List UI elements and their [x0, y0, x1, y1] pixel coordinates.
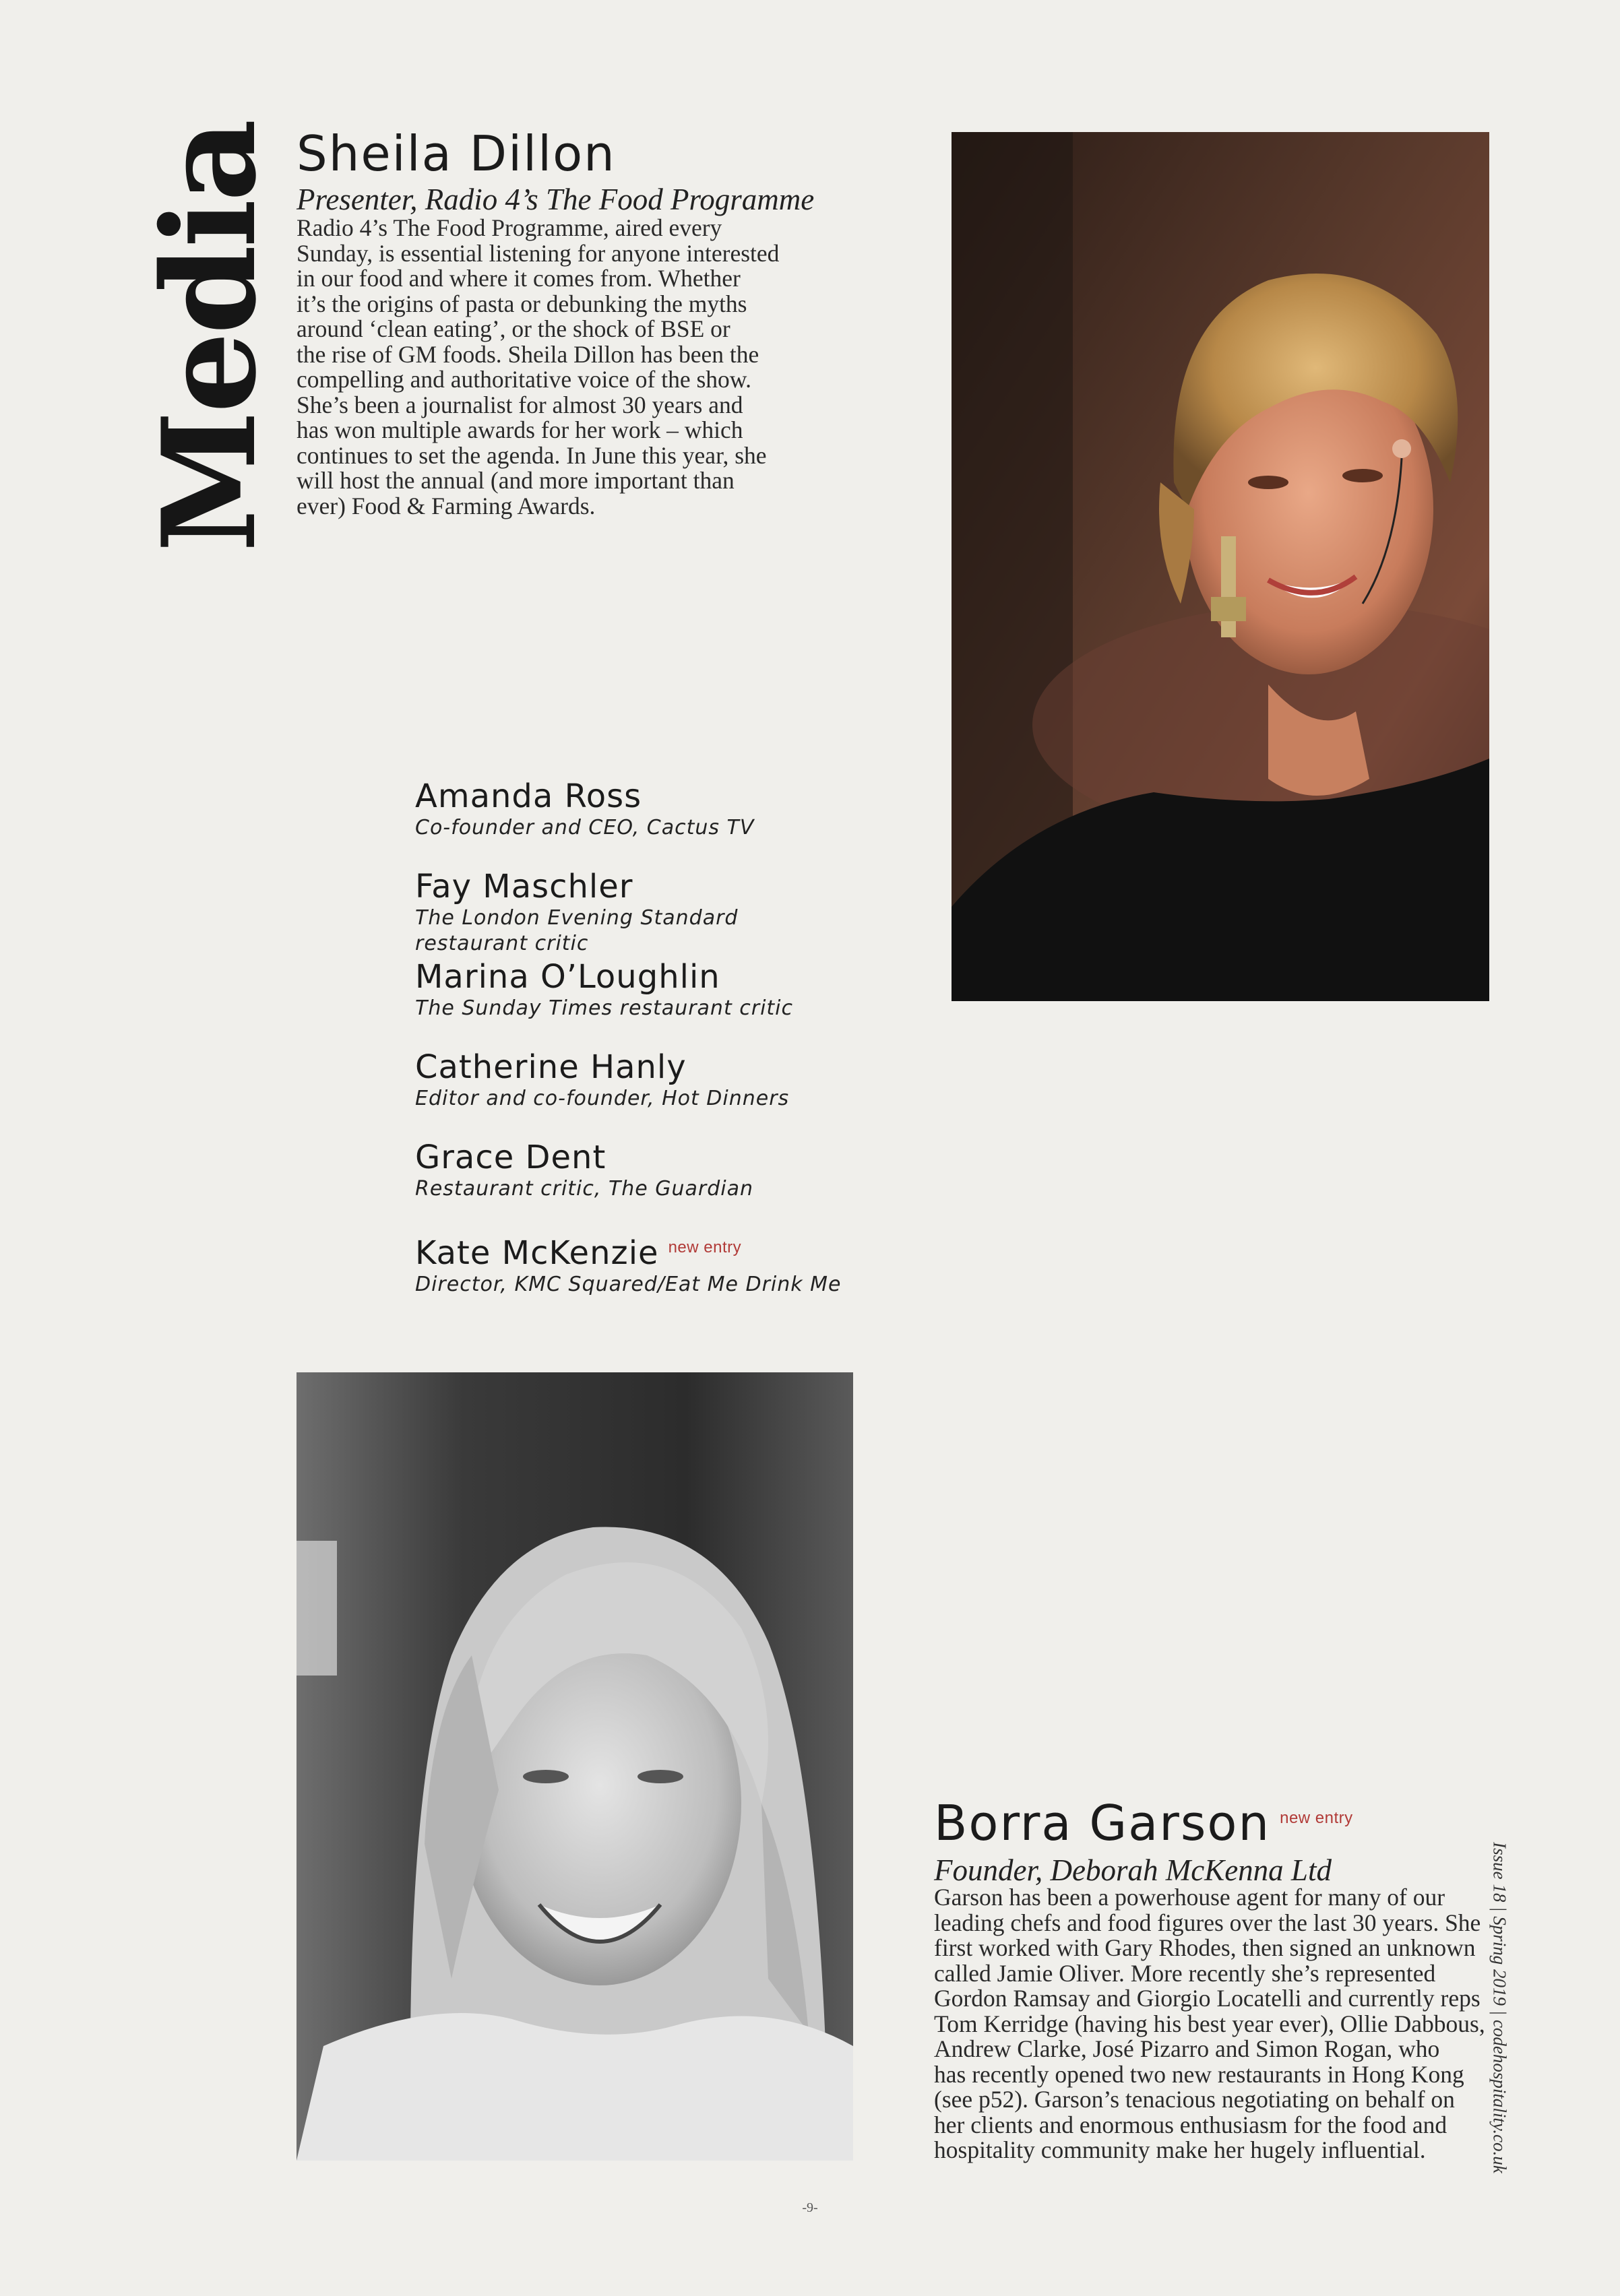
list-item-role [415, 815, 968, 841]
list-item-role [415, 996, 968, 1021]
feature-top-body-line: She’s been a journalist for almost 30 years and [297, 391, 743, 418]
new-entry-badge: new entry [1280, 1809, 1353, 1827]
list-item [415, 1048, 968, 1139]
list-item-name: Grace Dent [415, 1139, 606, 1176]
list-item-name: Fay Maschler [415, 868, 633, 905]
feature-top-body-line: around ‘clean eating’, or the shock of BSE or [297, 315, 730, 342]
list-item-role-line: The Sunday Times restaurant critic [415, 996, 793, 1020]
media-list [415, 777, 968, 1319]
sheila-dillon-photo [952, 132, 1489, 1001]
list-item-role-line: Restaurant critic, The Guardian [415, 1177, 754, 1201]
feature-bottom-body-line: first worked with Gary Rhodes, then signed an unknown [934, 1934, 1476, 1961]
issue-credit [1476, 1842, 1523, 2173]
issue-credit-text: Issue 18 | Spring 2019 | codehospitality.co.uk [1489, 1842, 1510, 2173]
feature-bottom-body-line: Andrew Clarke, José Pizarro and Simon Rogan, who [934, 2035, 1440, 2062]
list-item-name: Kate McKenzie [415, 1234, 659, 1272]
feature-top-body-line: ever) Food & Farming Awards. [297, 492, 596, 519]
list-item-role-line: Co-founder and CEO, Cactus TV [415, 816, 755, 839]
page-number: -9- [802, 2200, 818, 2215]
list-item-role [415, 905, 968, 957]
feature-bottom-body-line: Garson has been a powerhouse agent for many of our [934, 1884, 1445, 1911]
list-item-name: Marina O’Loughlin [415, 958, 720, 996]
feature-bottom-body-line: Tom Kerridge (having his best year ever), Ollie Dabbous, [934, 2010, 1485, 2037]
list-item-name: Amanda Ross [415, 777, 642, 815]
list-item [415, 1139, 968, 1229]
feature-top-body-line: it’s the origins of pasta or debunking the myths [297, 290, 747, 317]
list-item-heading [415, 1139, 968, 1176]
list-item-role-line: The London Evening Standard [415, 906, 739, 930]
feature-bottom-body-line: hospitality community make her hugely influential. [934, 2136, 1426, 2163]
list-item-heading [415, 958, 968, 996]
new-entry-badge: new entry [668, 1238, 742, 1256]
list-item-heading [415, 777, 968, 815]
section-label [134, 121, 284, 552]
list-item-role [415, 1272, 968, 1298]
list-item [415, 777, 968, 868]
list-item-role-line: Editor and co-founder, Hot Dinners [415, 1087, 790, 1110]
list-item-heading [415, 868, 968, 905]
feature-top-body-line: in our food and where it comes from. Whether [297, 265, 741, 292]
list-item-role [415, 1176, 968, 1202]
list-item-role-line: restaurant critic [415, 932, 589, 955]
list-item [415, 958, 968, 1048]
feature-top-body-line: Sunday, is essential listening for anyone interested [297, 239, 780, 267]
list-item-role [415, 1086, 968, 1112]
feature-bottom-heading [934, 1795, 1353, 1851]
feature-top-body-line: the rise of GM foods. Sheila Dillon has been the [297, 340, 759, 368]
list-item-name: Catherine Hanly [415, 1048, 687, 1086]
feature-bottom-role: Founder, Deborah McKenna Ltd [934, 1853, 1332, 1887]
feature-top-body-line: Radio 4’s The Food Programme, aired every [297, 214, 722, 241]
feature-top-body-line: compelling and authoritative voice of the show. [297, 366, 751, 393]
feature-top-body-line: continues to set the agenda. In June this year, she [297, 441, 767, 469]
feature-top-body-line: will host the annual (and more important than [297, 467, 735, 494]
list-item-heading [415, 1229, 968, 1272]
feature-bottom-body-line: her clients and enormous enthusiasm for the food and [934, 2111, 1447, 2138]
feature-bottom-body-line: has recently opened two new restaurants in Hong Kong [934, 2060, 1464, 2088]
borra-garson-photo [297, 1372, 853, 2161]
feature-bottom-body-line: (see p52). Garson’s tenacious negotiating on behalf on [934, 2086, 1455, 2113]
feature-top-body [297, 216, 779, 519]
feature-top-role: Presenter, Radio 4’s The Food Programme [297, 183, 815, 216]
list-item [415, 1229, 968, 1319]
feature-bottom-body-line: called Jamie Oliver. More recently she’s represented [934, 1959, 1436, 1987]
list-item-heading [415, 1048, 968, 1086]
feature-bottom-body-line: Gordon Ramsay and Giorgio Locatelli and currently reps [934, 1985, 1481, 2012]
feature-top-name: Sheila Dillon [297, 125, 616, 182]
section-label-text: Media [134, 121, 284, 552]
feature-bottom-body [934, 1885, 1485, 2163]
list-item [415, 868, 968, 958]
feature-bottom-body-line: leading chefs and food figures over the last 30 years. She [934, 1909, 1481, 1936]
list-item-role-line: Director, KMC Squared/Eat Me Drink Me [415, 1273, 842, 1296]
feature-bottom-name: Borra Garson [934, 1795, 1271, 1851]
feature-top-body-line: has won multiple awards for her work – which [297, 416, 743, 443]
